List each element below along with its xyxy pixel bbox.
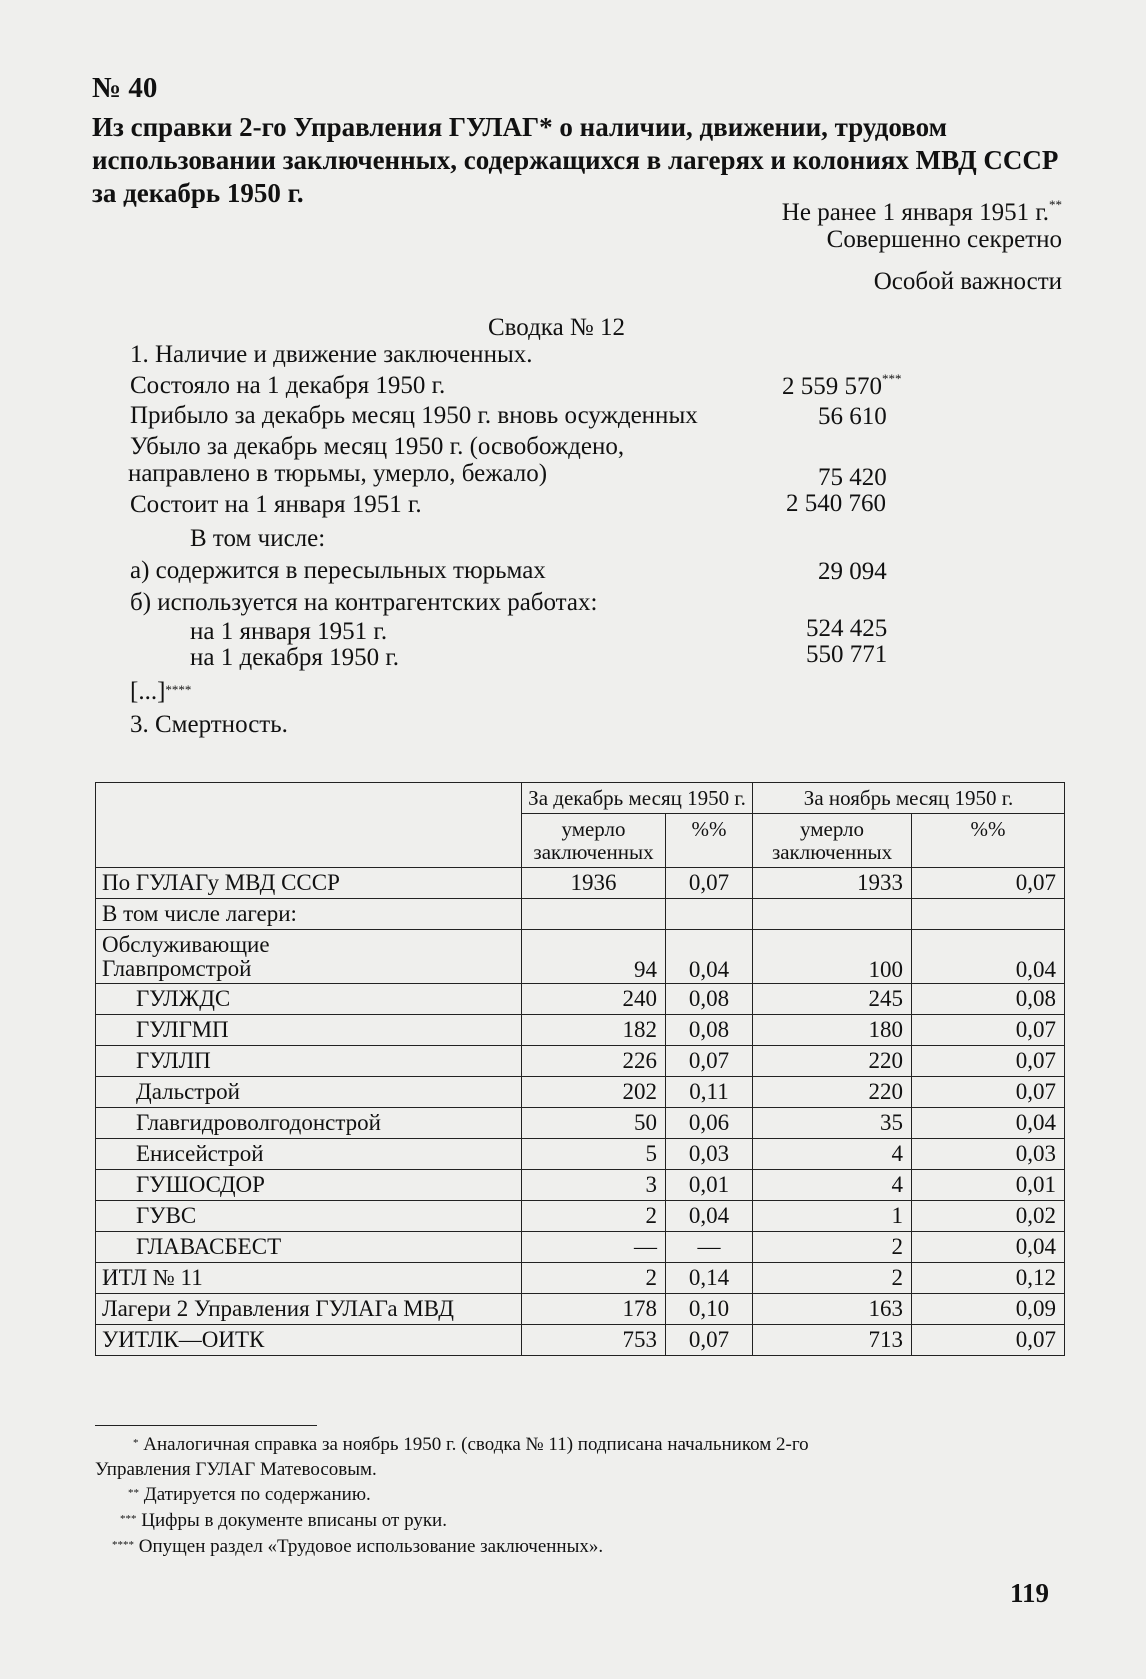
- cell-value: —: [666, 1232, 753, 1263]
- cell-value: 163: [753, 1294, 912, 1325]
- stat-label: на 1 января 1951 г.: [190, 618, 388, 645]
- including-label: В том числе:: [190, 525, 326, 552]
- cell-value: 4: [753, 1139, 912, 1170]
- cell-value: 226: [522, 1046, 666, 1077]
- cell-value: 2: [522, 1201, 666, 1232]
- row-label: По ГУЛАГу МВД СССР: [96, 868, 522, 899]
- cell-value: 0,04: [912, 1108, 1065, 1139]
- stat-value: 2 540 760: [786, 490, 886, 517]
- cell-value: 713: [753, 1325, 912, 1356]
- row-label: ГУЛГМП: [96, 1015, 522, 1046]
- cell-value: 245: [753, 984, 912, 1015]
- cell-value: 220: [753, 1077, 912, 1108]
- footnote: **** Опущен раздел «Трудовое использование заключенных».: [112, 1536, 604, 1557]
- cell-value: 0,14: [666, 1263, 753, 1294]
- cell-value: 0,07: [912, 1015, 1065, 1046]
- table-row: [96, 868, 1065, 899]
- table-row: [96, 1232, 1065, 1263]
- cell-value: —: [522, 1232, 666, 1263]
- cell-value: 0,07: [912, 1325, 1065, 1356]
- row-label: В том числе лагери:: [96, 899, 522, 930]
- stat-label: а) содержится в пересыльных тюрьмах: [130, 557, 546, 584]
- table-row: [96, 1294, 1065, 1325]
- cell-value: 0,08: [912, 984, 1065, 1015]
- row-label: Обслуживающие Главпромстрой: [96, 930, 522, 984]
- summary-title: Сводка № 12: [488, 314, 626, 341]
- stat-value: 550 771: [806, 641, 888, 668]
- cell-value: 178: [522, 1294, 666, 1325]
- cell-value: 2: [753, 1263, 912, 1294]
- table-header-cell: умерло заключенных: [753, 814, 912, 868]
- table-row: [96, 1201, 1065, 1232]
- footnote-mark: ***: [882, 371, 902, 386]
- footnote: *** Цифры в документе вписаны от руки.: [120, 1510, 447, 1531]
- cell-value: 1936: [522, 868, 666, 899]
- cell-value: 0,07: [912, 1077, 1065, 1108]
- stat-label: направлено в тюрьмы, умерло, бежало): [128, 460, 548, 487]
- row-label: ГУЛЛП: [96, 1046, 522, 1077]
- document-number: № 40: [92, 72, 158, 104]
- cell-value: 0,03: [666, 1139, 753, 1170]
- stat-value: 29 094: [818, 558, 887, 585]
- cell-value: 0,12: [912, 1263, 1065, 1294]
- cell-value: 100: [753, 930, 912, 984]
- cell-value: 0,08: [666, 984, 753, 1015]
- cell-value: 0,04: [912, 1232, 1065, 1263]
- section-heading: 1. Наличие и движение заключенных.: [130, 341, 533, 368]
- page-number: 119: [1010, 1578, 1050, 1608]
- cell-value: 0,01: [912, 1170, 1065, 1201]
- cell-value: 0,10: [666, 1294, 753, 1325]
- cell-value: 0,07: [912, 1046, 1065, 1077]
- footnote-divider: [95, 1425, 317, 1426]
- cell-value: 0,07: [912, 868, 1065, 899]
- stat-label: Убыло за декабрь месяц 1950 г. (освобождено,: [130, 433, 625, 460]
- mortality-table: [95, 782, 1065, 1356]
- footnote-continuation: Управления ГУЛАГ Матевосовым.: [95, 1459, 377, 1480]
- footnote-mark: **: [1049, 197, 1062, 212]
- row-label: ГУЛЖДС: [96, 984, 522, 1015]
- cell-value: 35: [753, 1108, 912, 1139]
- cell-value: 94: [522, 930, 666, 984]
- table-header-cell: За ноябрь месяц 1950 г.: [753, 783, 1065, 814]
- cell-value: 50: [522, 1108, 666, 1139]
- cell-value: 0,03: [912, 1139, 1065, 1170]
- cell-value: 0,04: [666, 1201, 753, 1232]
- row-label: Главгидроволгодонстрой: [96, 1108, 522, 1139]
- stat-value: 75 420: [818, 464, 887, 491]
- table-row: [96, 984, 1065, 1015]
- footnote-mark: ****: [165, 682, 192, 697]
- cell-value: 180: [753, 1015, 912, 1046]
- cell-value: 2: [753, 1232, 912, 1263]
- table-row: [96, 930, 1065, 984]
- cell-value: 182: [522, 1015, 666, 1046]
- cell-value: 0,11: [666, 1077, 753, 1108]
- cell-value: 0,01: [666, 1170, 753, 1201]
- stat-value: 56 610: [818, 403, 887, 430]
- stat-label: Прибыло за декабрь месяц 1950 г. вновь осужденных: [130, 402, 698, 429]
- importance-stamp: Особой важности: [873, 268, 1062, 295]
- cell-value: 0,07: [666, 1046, 753, 1077]
- row-label: ИТЛ № 11: [96, 1263, 522, 1294]
- stat-label: Состоит на 1 января 1951 г.: [130, 491, 422, 518]
- row-label: Лагери 2 Управления ГУЛАГа МВД: [96, 1294, 522, 1325]
- cell-value: 1933: [753, 868, 912, 899]
- row-label: ГЛАВАСБЕСТ: [96, 1232, 522, 1263]
- cell-value: 0,07: [666, 1325, 753, 1356]
- table-header-cell: %%: [912, 814, 1065, 868]
- table-row: [96, 1139, 1065, 1170]
- footnote: * Аналогичная справка за ноябрь 1950 г. (сводка № 11) подписана начальником 2-го: [133, 1434, 809, 1455]
- row-label: ГУШОСДОР: [96, 1170, 522, 1201]
- table-row: [96, 1046, 1065, 1077]
- table-row: [96, 1015, 1065, 1046]
- cell-value: 0,06: [666, 1108, 753, 1139]
- cell-value: 0,08: [666, 1015, 753, 1046]
- cell-value: 3: [522, 1170, 666, 1201]
- stat-value: 2 559 570***: [782, 371, 902, 400]
- table-row: [96, 899, 1065, 930]
- cell-value: 202: [522, 1077, 666, 1108]
- date-line: Не ранее 1 января 1951 г.**: [781, 197, 1062, 226]
- document-title: Из справки 2-го Управления ГУЛАГ* о наличии, движении, трудовом использовании заключенных, содержащихся в лагерях и колониях МВД СССР за декабрь 1950 г.: [92, 112, 1059, 208]
- cell-value: 2: [522, 1263, 666, 1294]
- cell-value: 0,04: [666, 930, 753, 984]
- cell-value: 220: [753, 1046, 912, 1077]
- table-row: [96, 1263, 1065, 1294]
- table-row: [96, 1108, 1065, 1139]
- cell-value: 0,04: [912, 930, 1065, 984]
- omission-marker: [...]****: [130, 678, 192, 705]
- stat-value: 524 425: [806, 615, 888, 642]
- cell-value: 1: [753, 1201, 912, 1232]
- table-header-cell: умерло заключенных: [522, 814, 666, 868]
- table-row: [96, 1170, 1065, 1201]
- stat-label: б) используется на контрагентских работах:: [130, 589, 598, 616]
- stat-label: Состояло на 1 декабря 1950 г.: [130, 372, 446, 399]
- cell-value: 4: [753, 1170, 912, 1201]
- stat-label: на 1 декабря 1950 г.: [190, 644, 400, 671]
- row-label: Дальстрой: [96, 1077, 522, 1108]
- table-header-row: [96, 783, 1065, 814]
- cell-value: 0,07: [666, 868, 753, 899]
- secrecy-stamp: Совершенно секретно: [826, 226, 1062, 253]
- row-label: УИТЛК—ОИТК: [96, 1325, 522, 1356]
- table-header-cell: [96, 783, 522, 868]
- section-heading: 3. Смертность.: [130, 711, 288, 738]
- footnote: ** Датируется по содержанию.: [128, 1484, 371, 1505]
- row-label: ГУВС: [96, 1201, 522, 1232]
- table-header-cell: %%: [666, 814, 753, 868]
- row-label: Енисейстрой: [96, 1139, 522, 1170]
- cell-value: 5: [522, 1139, 666, 1170]
- table-row: [96, 1077, 1065, 1108]
- cell-value: 0,09: [912, 1294, 1065, 1325]
- cell-value: 0,02: [912, 1201, 1065, 1232]
- table-row: [96, 1325, 1065, 1356]
- table-header-cell: За декабрь месяц 1950 г.: [522, 783, 753, 814]
- cell-value: 753: [522, 1325, 666, 1356]
- cell-value: 240: [522, 984, 666, 1015]
